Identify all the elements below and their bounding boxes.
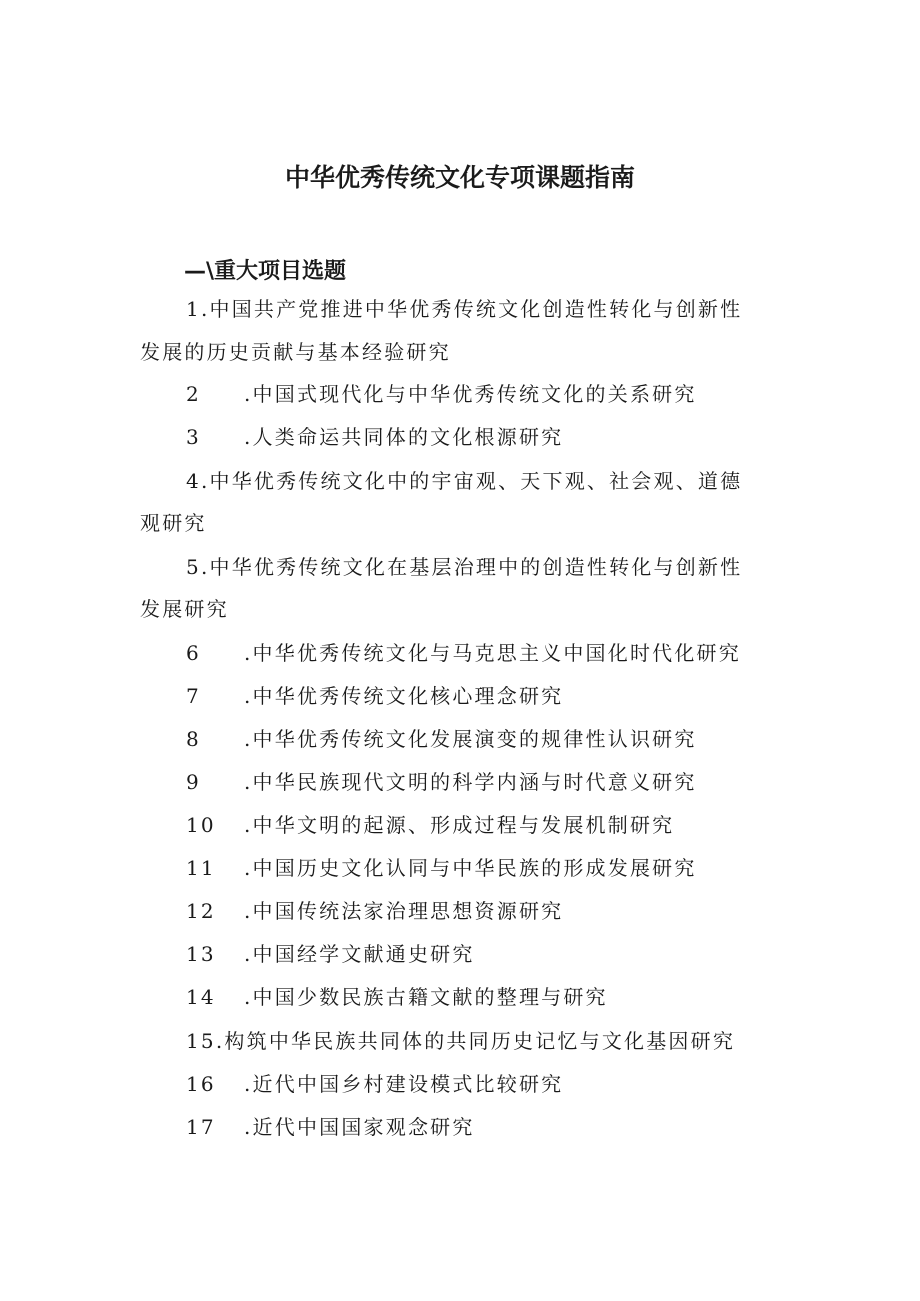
list-item: [186, 642, 741, 664]
list-item: [186, 1073, 563, 1095]
item-number: 5: [186, 555, 201, 579]
item-number: 10: [186, 813, 216, 837]
item-text: .中华优秀传统文化与马克思主义中国化时代化研究: [244, 641, 741, 665]
item-text: .近代中国乡村建设模式比较研究: [244, 1072, 564, 1096]
list-item: [186, 556, 742, 578]
item-text: .中国少数民族古籍文献的整理与研究: [244, 985, 608, 1009]
list-item: [186, 470, 742, 492]
item-text: .中华优秀传统文化发展演变的规律性认识研究: [244, 727, 697, 751]
item-number: 17: [186, 1115, 216, 1139]
item-number: 7: [186, 684, 201, 708]
list-item: [186, 298, 742, 320]
document-title: 中华优秀传统文化专项课题指南: [284, 163, 635, 192]
item-number: 4: [186, 469, 201, 493]
item-number: 12: [186, 899, 216, 923]
item-number: 13: [186, 942, 216, 966]
item-text: .中华优秀传统文化中的宇宙观、天下观、社会观、道德: [200, 469, 743, 493]
item-number: 3: [186, 425, 201, 449]
item-number: 1: [186, 297, 201, 321]
list-item: [186, 685, 563, 707]
item-number: 14: [186, 985, 216, 1009]
item-text: .中国经学文献通史研究: [244, 942, 475, 966]
list-item: [186, 771, 697, 793]
item-text: .人类命运共同体的文化根源研究: [244, 425, 564, 449]
item-text-continuation: 发展的历史贡献与基本经验研究: [140, 340, 451, 364]
list-item: [186, 857, 697, 879]
item-text: .中华优秀传统文化在基层治理中的创造性转化与创新性: [200, 555, 743, 579]
item-number: 11: [186, 856, 216, 880]
list-item: [186, 728, 697, 750]
item-number: 8: [186, 727, 201, 751]
item-text: .中国传统法家治理思想资源研究: [244, 899, 564, 923]
item-text: .构筑中华民族共同体的共同历史记忆与文化基因研究: [215, 1029, 736, 1053]
item-text: .中国共产党推进中华优秀传统文化创造性转化与创新性: [200, 297, 743, 321]
item-text: .中华优秀传统文化核心理念研究: [244, 684, 564, 708]
item-text: .中华民族现代文明的科学内涵与时代意义研究: [244, 770, 697, 794]
item-text: .中国历史文化认同与中华民族的形成发展研究: [244, 856, 697, 880]
item-text: .中国式现代化与中华优秀传统文化的关系研究: [244, 382, 697, 406]
item-number: 15: [186, 1029, 216, 1053]
item-number: 2: [186, 382, 201, 406]
item-number: 9: [186, 770, 201, 794]
item-number: 6: [186, 641, 201, 665]
list-item: [186, 383, 697, 405]
list-item: [186, 1030, 735, 1052]
list-item: [186, 1116, 475, 1138]
item-number: 16: [186, 1072, 216, 1096]
item-text-continuation: 观研究: [140, 511, 207, 535]
list-item: [186, 426, 563, 448]
section-heading: —\重大项目选题: [184, 259, 347, 284]
list-item: [186, 943, 475, 965]
item-text: .中华文明的起源、形成过程与发展机制研究: [244, 813, 675, 837]
list-item: [186, 814, 674, 836]
list-item: [186, 900, 563, 922]
item-text-continuation: 发展研究: [140, 597, 229, 621]
list-item: [186, 986, 608, 1008]
item-text: .近代中国国家观念研究: [244, 1115, 475, 1139]
